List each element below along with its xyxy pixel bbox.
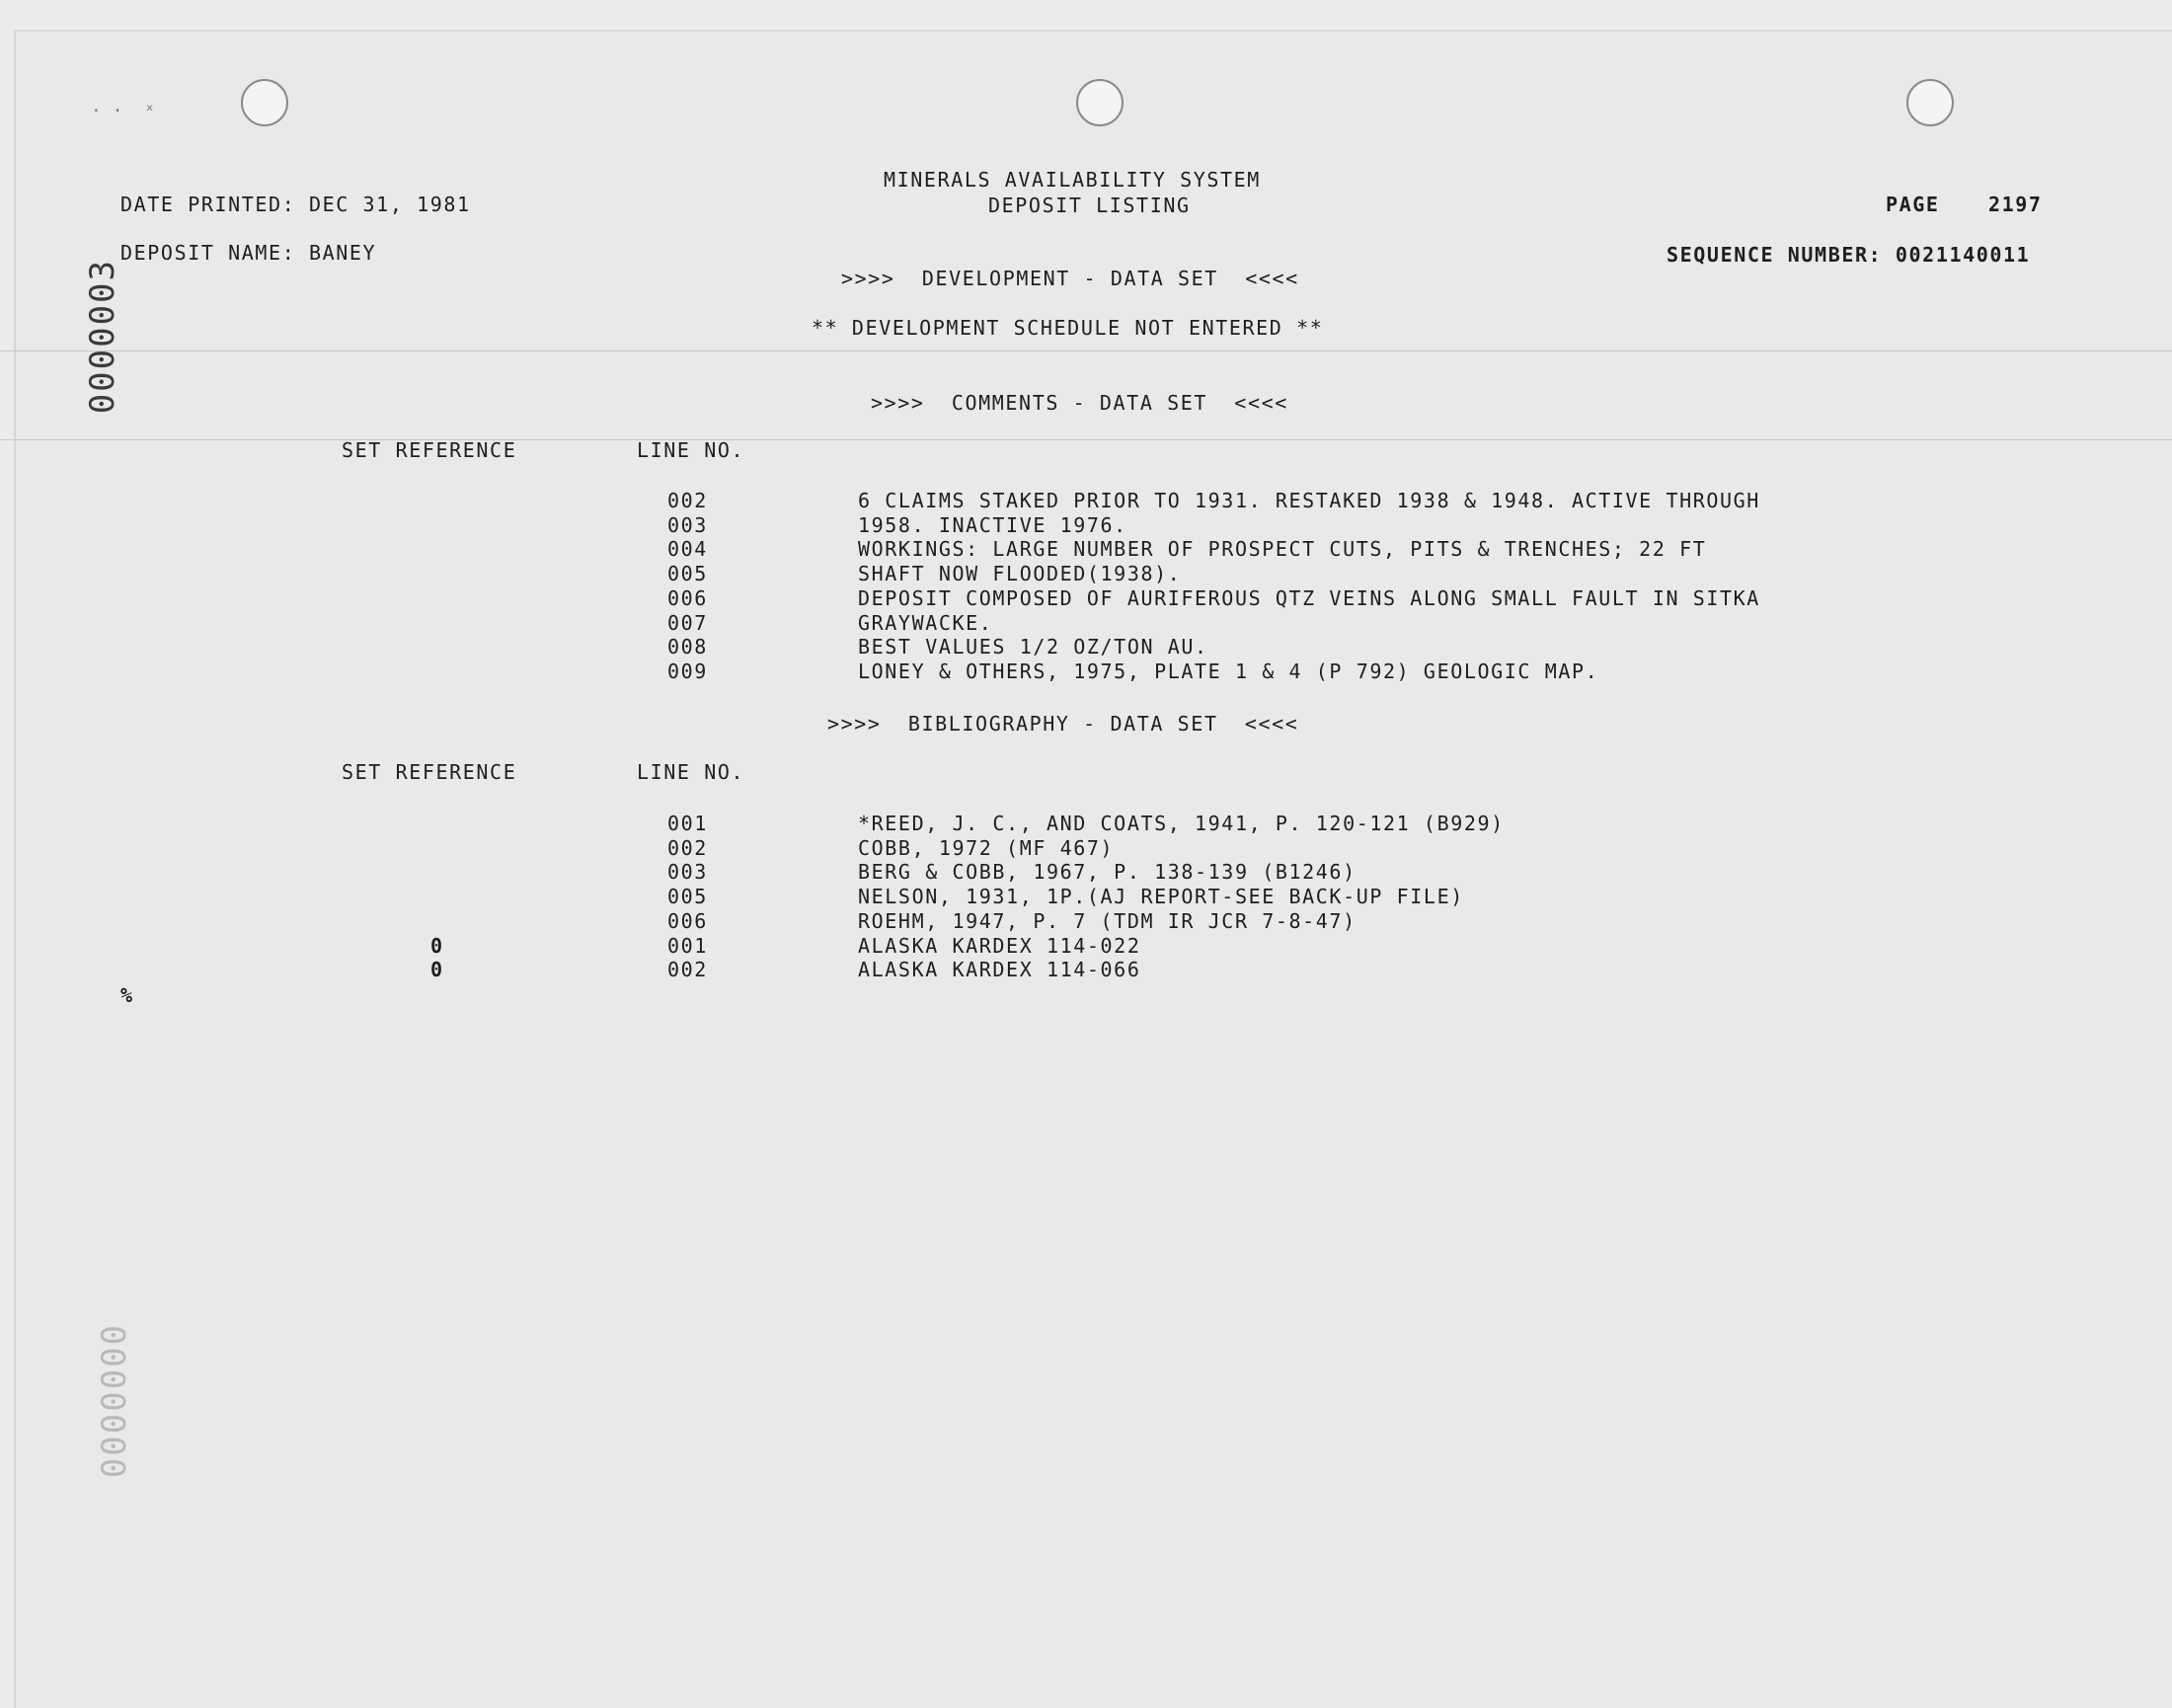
line-no-cell: 006 [667, 908, 708, 933]
margin-stamp-lower: 0000000 [95, 1323, 134, 1479]
entry-text-cell: SHAFT NOW FLOODED(1938). [858, 562, 1182, 586]
entry-text-cell: DEPOSIT COMPOSED OF AURIFEROUS QTZ VEINS ALONG SMALL FAULT IN SITKA [858, 585, 1760, 610]
bibliography-col-line-no: LINE NO. [637, 760, 745, 784]
scan-line [0, 350, 2172, 351]
line-no-cell: 001 [667, 812, 708, 835]
line-no-cell: 003 [667, 512, 708, 537]
scan-line [0, 439, 2172, 440]
deposit-name: DEPOSIT NAME: BANEY [120, 241, 377, 265]
line-no-cell: 004 [667, 537, 708, 562]
page-label: PAGE [1886, 193, 1940, 216]
end-mark: % [120, 983, 134, 1007]
line-no-cell: 003 [667, 860, 708, 885]
line-no-cell: 002 [667, 835, 708, 860]
line-no-cell: 009 [667, 659, 708, 683]
bibliography-heading: >>>> BIBLIOGRAPHY - DATA SET <<<< [827, 712, 1299, 736]
punch-hole [1906, 79, 1954, 126]
entry-text-cell: *REED, J. C., AND COATS, 1941, P. 120-121 (B929) [858, 812, 1505, 835]
margin-stamp-upper: 0000003 [83, 259, 122, 415]
line-no-cell: 002 [667, 958, 708, 982]
page-number: 2197 [1988, 193, 2043, 216]
entry-text-cell: 6 CLAIMS STAKED PRIOR TO 1931. RESTAKED 1938 & 1948. ACTIVE THROUGH [858, 489, 1760, 512]
entry-text-cell: GRAYWACKE. [858, 610, 993, 635]
smudge-mark: · · ˣ [91, 101, 156, 121]
line-no-cell: 001 [667, 933, 708, 958]
line-no-cell: 005 [667, 885, 708, 909]
entry-text-cell: ALASKA KARDEX 114-066 [858, 958, 1141, 982]
punch-hole [241, 79, 288, 126]
entry-text-cell: NELSON, 1931, 1P.(AJ REPORT-SEE BACK-UP FILE) [858, 885, 1464, 909]
entry-text-cell: 1958. INACTIVE 1976. [858, 512, 1127, 537]
listing-title: DEPOSIT LISTING [988, 194, 1191, 217]
bibliography-col-set-reference: SET REFERENCE [342, 760, 517, 784]
punch-hole [1076, 79, 1124, 126]
entry-text-cell: LONEY & OTHERS, 1975, PLATE 1 & 4 (P 792) GEOLOGIC MAP. [858, 659, 1599, 683]
set-reference-cell: 0 [430, 958, 444, 982]
entry-text-cell: COBB, 1972 (MF 467) [858, 835, 1115, 860]
line-no-cell: 008 [667, 635, 708, 660]
development-heading: >>>> DEVELOPMENT - DATA SET <<<< [841, 267, 1299, 290]
date-printed: DATE PRINTED: DEC 31, 1981 [120, 193, 471, 216]
entry-text-cell: ROEHM, 1947, P. 7 (TDM IR JCR 7-8-47) [858, 908, 1357, 933]
comments-heading: >>>> COMMENTS - DATA SET <<<< [871, 391, 1288, 415]
line-no-cell: 002 [667, 489, 708, 512]
entry-text-cell: BEST VALUES 1/2 OZ/TON AU. [858, 635, 1208, 660]
system-title: MINERALS AVAILABILITY SYSTEM [884, 168, 1261, 192]
sequence-number: SEQUENCE NUMBER: 0021140011 [1667, 243, 2031, 267]
entry-text-cell: WORKINGS: LARGE NUMBER OF PROSPECT CUTS, PITS & TRENCHES; 22 FT [858, 537, 1707, 562]
line-no-cell: 006 [667, 585, 708, 610]
line-no-cell: 007 [667, 610, 708, 635]
comments-col-set-reference: SET REFERENCE [342, 438, 517, 462]
development-note: ** DEVELOPMENT SCHEDULE NOT ENTERED ** [812, 316, 1324, 340]
comments-col-line-no: LINE NO. [637, 438, 745, 462]
set-reference-cell: 0 [430, 933, 444, 958]
entry-text-cell: BERG & COBB, 1967, P. 138-139 (B1246) [858, 860, 1357, 885]
line-no-cell: 005 [667, 562, 708, 586]
entry-text-cell: ALASKA KARDEX 114-022 [858, 933, 1141, 958]
